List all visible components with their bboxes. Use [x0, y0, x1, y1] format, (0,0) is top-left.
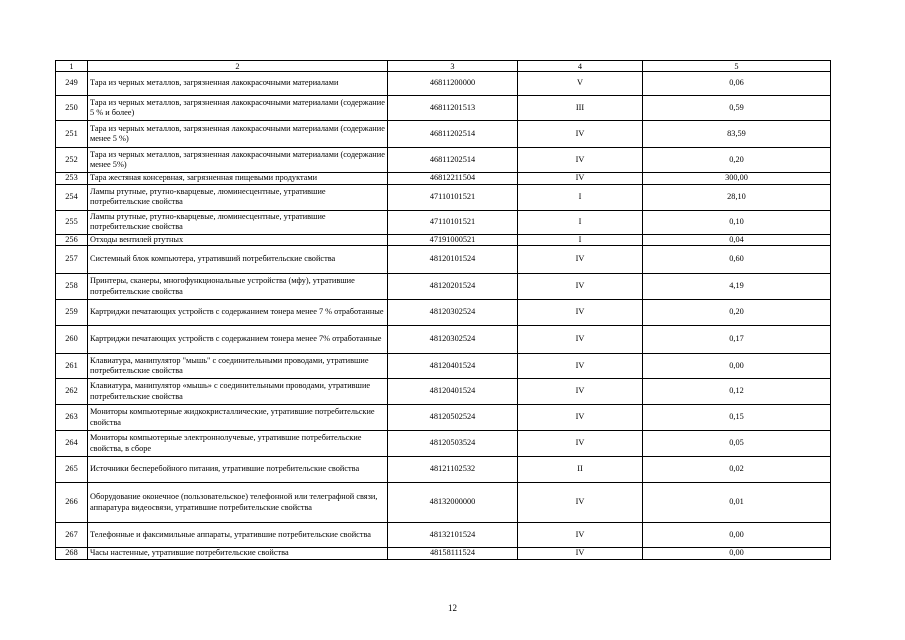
row-number-cell: 253	[56, 173, 88, 185]
hazard-class-cell: IV	[518, 405, 643, 431]
waste-code-cell: 48158111524	[388, 548, 518, 560]
waste-name-cell: Тара жестяная консервная, загрязненная пищевыми продуктами	[88, 173, 388, 185]
hazard-class-cell: IV	[518, 300, 643, 326]
waste-name-cell: Тара из черных металлов, загрязненная лакокрасочными материалами	[88, 72, 388, 96]
waste-code-cell: 48120503524	[388, 431, 518, 457]
hazard-class-cell: IV	[518, 274, 643, 300]
hazard-class-cell: IV	[518, 326, 643, 354]
waste-amount-cell: 0,17	[643, 326, 831, 354]
waste-amount-cell: 0,00	[643, 548, 831, 560]
hazard-class-cell: II	[518, 457, 643, 483]
waste-amount-cell: 4,19	[643, 274, 831, 300]
hazard-class-cell: IV	[518, 523, 643, 548]
row-number-cell: 268	[56, 548, 88, 560]
waste-amount-cell: 0,20	[643, 300, 831, 326]
waste-name-cell: Мониторы компьютерные жидкокристаллические, утратившие потребительские свойства	[88, 405, 388, 431]
waste-amount-cell: 0,10	[643, 210, 831, 234]
hazard-class-cell: IV	[518, 379, 643, 405]
waste-code-cell: 48120401524	[388, 354, 518, 379]
hazard-class-cell: IV	[518, 121, 643, 148]
waste-amount-cell: 0,00	[643, 354, 831, 379]
waste-amount-cell: 28,10	[643, 184, 831, 210]
waste-name-cell: Картриджи печатающих устройств с содержанием тонера менее 7 % отработанные	[88, 300, 388, 326]
waste-table	[55, 60, 831, 560]
waste-name-cell: Картриджи печатающих устройств с содержанием тонера менее 7% отработанные	[88, 326, 388, 354]
waste-name-cell: Тара из черных металлов, загрязненная лакокрасочными материалами (содержание менее 5%)	[88, 148, 388, 173]
hazard-class-cell: I	[518, 210, 643, 234]
waste-name-cell: Мониторы компьютерные электроннолучевые, утратившие потребительские свойства, в сборе	[88, 431, 388, 457]
table-row	[56, 548, 831, 560]
waste-code-cell: 46811200000	[388, 72, 518, 96]
table-row	[56, 246, 831, 274]
table-row	[56, 148, 831, 173]
column-number-2: 2	[88, 61, 388, 72]
waste-amount-cell: 0,02	[643, 457, 831, 483]
waste-code-cell: 48120302524	[388, 326, 518, 354]
waste-name-cell: Тара из черных металлов, загрязненная лакокрасочными материалами (содержание 5 % и более)	[88, 96, 388, 121]
waste-amount-cell: 83,59	[643, 121, 831, 148]
table-row	[56, 300, 831, 326]
table-row	[56, 405, 831, 431]
waste-code-cell: 48132000000	[388, 483, 518, 523]
waste-code-cell: 47110101521	[388, 184, 518, 210]
row-number-cell: 267	[56, 523, 88, 548]
waste-code-cell: 47191000521	[388, 234, 518, 246]
waste-name-cell: Источники бесперебойного питания, утратившие потребительские свойства	[88, 457, 388, 483]
waste-name-cell: Часы настенные, утратившие потребительские свойства	[88, 548, 388, 560]
row-number-cell: 257	[56, 246, 88, 274]
table-row	[56, 121, 831, 148]
row-number-cell: 255	[56, 210, 88, 234]
hazard-class-cell: V	[518, 72, 643, 96]
waste-code-cell: 47110101521	[388, 210, 518, 234]
waste-name-cell: Тара из черных металлов, загрязненная лакокрасочными материалами (содержание менее 5 %)	[88, 121, 388, 148]
waste-code-cell: 46811201513	[388, 96, 518, 121]
waste-name-cell: Лампы ртутные, ртутно-кварцевые, люминесцентные, утратившие потребительские свойства	[88, 210, 388, 234]
hazard-class-cell: IV	[518, 431, 643, 457]
waste-code-cell: 48120502524	[388, 405, 518, 431]
table-row	[56, 173, 831, 185]
hazard-class-cell: III	[518, 96, 643, 121]
hazard-class-cell: IV	[518, 483, 643, 523]
table-row	[56, 326, 831, 354]
hazard-class-cell: IV	[518, 173, 643, 185]
waste-name-cell: Оборудование оконечное (пользовательское) телефонной или телеграфной связи, аппаратура видеосвязи, утратившие потребительские свойства	[88, 483, 388, 523]
waste-code-cell: 48120302524	[388, 300, 518, 326]
row-number-cell: 251	[56, 121, 88, 148]
waste-name-cell: Отходы вентилей ртутных	[88, 234, 388, 246]
waste-code-cell: 46811202514	[388, 148, 518, 173]
waste-table-body	[56, 61, 831, 560]
row-number-cell: 261	[56, 354, 88, 379]
waste-amount-cell: 0,06	[643, 72, 831, 96]
table-row	[56, 72, 831, 96]
table-row	[56, 234, 831, 246]
waste-name-cell: Телефонные и факсимильные аппараты, утратившие потребительские свойства	[88, 523, 388, 548]
waste-code-cell: 48121102532	[388, 457, 518, 483]
waste-code-cell: 48120101524	[388, 246, 518, 274]
row-number-cell: 266	[56, 483, 88, 523]
row-number-cell: 250	[56, 96, 88, 121]
hazard-class-cell: I	[518, 234, 643, 246]
waste-code-cell: 48120401524	[388, 379, 518, 405]
hazard-class-cell: IV	[518, 246, 643, 274]
waste-code-cell: 48132101524	[388, 523, 518, 548]
table-row	[56, 483, 831, 523]
row-number-cell: 260	[56, 326, 88, 354]
waste-amount-cell: 0,12	[643, 379, 831, 405]
waste-name-cell: Принтеры, сканеры, многофункциональные устройства (мфу), утратившие потребительские свойства	[88, 274, 388, 300]
waste-amount-cell: 0,15	[643, 405, 831, 431]
row-number-cell: 252	[56, 148, 88, 173]
waste-amount-cell: 0,01	[643, 483, 831, 523]
table-row	[56, 354, 831, 379]
row-number-cell: 256	[56, 234, 88, 246]
table-row	[56, 457, 831, 483]
hazard-class-cell: IV	[518, 548, 643, 560]
table-row	[56, 523, 831, 548]
waste-amount-cell: 0,60	[643, 246, 831, 274]
hazard-class-cell: IV	[518, 354, 643, 379]
table-row	[56, 184, 831, 210]
column-number-1: 1	[56, 61, 88, 72]
waste-code-cell: 48120201524	[388, 274, 518, 300]
waste-code-cell: 46811202514	[388, 121, 518, 148]
row-number-cell: 265	[56, 457, 88, 483]
hazard-class-cell: I	[518, 184, 643, 210]
column-number-4: 4	[518, 61, 643, 72]
row-number-cell: 258	[56, 274, 88, 300]
column-number-header-row	[56, 61, 831, 72]
page-number: 12	[448, 603, 457, 613]
waste-amount-cell: 0,20	[643, 148, 831, 173]
waste-amount-cell: 0,04	[643, 234, 831, 246]
row-number-cell: 264	[56, 431, 88, 457]
waste-name-cell: Клавиатура, манипулятор "мышь" с соединительными проводами, утратившие потребительские свойства	[88, 354, 388, 379]
hazard-class-cell: IV	[518, 148, 643, 173]
table-row	[56, 210, 831, 234]
waste-amount-cell: 0,05	[643, 431, 831, 457]
waste-amount-cell: 300,00	[643, 173, 831, 185]
waste-name-cell: Системный блок компьютера, утративший потребительские свойства	[88, 246, 388, 274]
table-row	[56, 96, 831, 121]
waste-code-cell: 46812211504	[388, 173, 518, 185]
row-number-cell: 259	[56, 300, 88, 326]
waste-amount-cell: 0,00	[643, 523, 831, 548]
row-number-cell: 249	[56, 72, 88, 96]
table-row	[56, 379, 831, 405]
waste-name-cell: Клавиатура, манипулятор «мышь» с соединительными проводами, утратившие потребительские свойства	[88, 379, 388, 405]
table-row	[56, 274, 831, 300]
column-number-5: 5	[643, 61, 831, 72]
row-number-cell: 263	[56, 405, 88, 431]
table-row	[56, 431, 831, 457]
waste-amount-cell: 0,59	[643, 96, 831, 121]
column-number-3: 3	[388, 61, 518, 72]
waste-name-cell: Лампы ртутные, ртутно-кварцевые, люминесцентные, утратившие потребительские свойства	[88, 184, 388, 210]
row-number-cell: 254	[56, 184, 88, 210]
row-number-cell: 262	[56, 379, 88, 405]
